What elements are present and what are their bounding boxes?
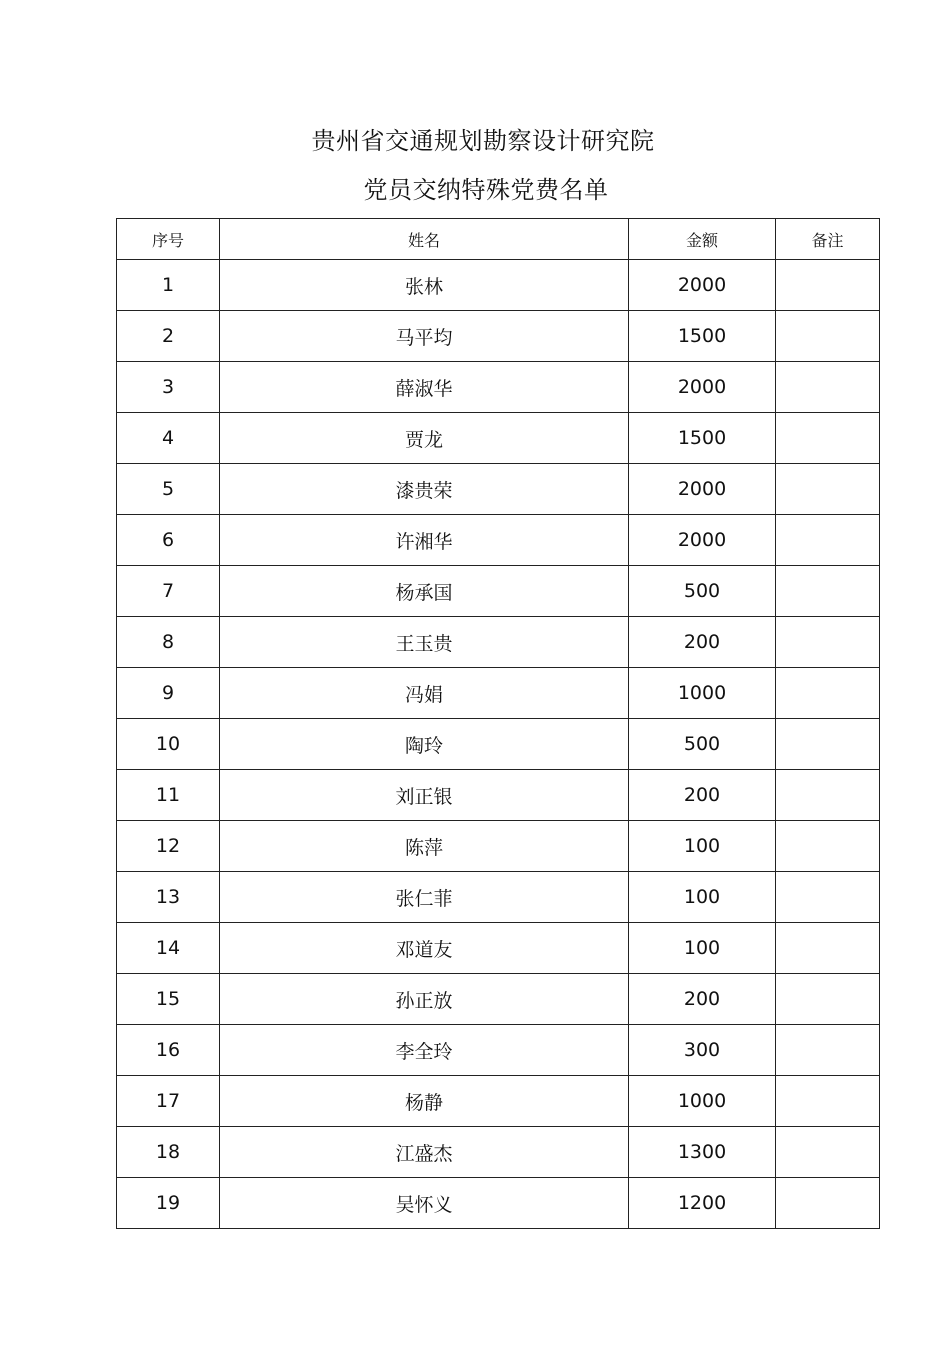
cell-no: 9	[117, 668, 220, 719]
table-row	[117, 617, 880, 668]
cell-no: 11	[117, 770, 220, 821]
header-no: 序号	[117, 219, 220, 260]
cell-no: 15	[117, 974, 220, 1025]
cell-note	[776, 464, 880, 515]
cell-amount: 1000	[629, 668, 776, 719]
table-row	[117, 464, 880, 515]
cell-no: 2	[117, 311, 220, 362]
header-note: 备注	[776, 219, 880, 260]
cell-note	[776, 362, 880, 413]
cell-note	[776, 821, 880, 872]
table-row	[117, 1025, 880, 1076]
table-row	[117, 923, 880, 974]
cell-note	[776, 1178, 880, 1229]
cell-note	[776, 974, 880, 1025]
cell-no: 8	[117, 617, 220, 668]
cell-name: 冯娟	[220, 668, 629, 719]
document-subtitle: 党员交纳特殊党费名单	[363, 176, 609, 204]
cell-note	[776, 617, 880, 668]
cell-name: 陶玲	[220, 719, 629, 770]
cell-amount: 200	[629, 770, 776, 821]
cell-name: 杨承国	[220, 566, 629, 617]
cell-name: 漆贵荣	[220, 464, 629, 515]
cell-note	[776, 719, 880, 770]
table-row	[117, 719, 880, 770]
cell-name: 江盛杰	[220, 1127, 629, 1178]
cell-no: 10	[117, 719, 220, 770]
cell-no: 13	[117, 872, 220, 923]
cell-amount: 2000	[629, 464, 776, 515]
cell-amount: 100	[629, 872, 776, 923]
cell-note	[776, 1025, 880, 1076]
table-row	[117, 1076, 880, 1127]
cell-name: 吴怀义	[220, 1178, 629, 1229]
cell-amount: 100	[629, 923, 776, 974]
cell-note	[776, 311, 880, 362]
cell-note	[776, 872, 880, 923]
cell-name: 贾龙	[220, 413, 629, 464]
table-row	[117, 974, 880, 1025]
cell-note	[776, 770, 880, 821]
cell-amount: 1000	[629, 1076, 776, 1127]
table-header-row	[117, 219, 880, 260]
cell-name: 李全玲	[220, 1025, 629, 1076]
cell-amount: 500	[629, 566, 776, 617]
table-row	[117, 821, 880, 872]
cell-name: 许湘华	[220, 515, 629, 566]
cell-amount: 1200	[629, 1178, 776, 1229]
cell-no: 12	[117, 821, 220, 872]
table-row	[117, 1178, 880, 1229]
table-row	[117, 260, 880, 311]
cell-name: 马平均	[220, 311, 629, 362]
cell-amount: 2000	[629, 260, 776, 311]
cell-no: 7	[117, 566, 220, 617]
table-row	[117, 311, 880, 362]
cell-amount: 200	[629, 617, 776, 668]
cell-name: 陈萍	[220, 821, 629, 872]
cell-no: 4	[117, 413, 220, 464]
cell-name: 孙正放	[220, 974, 629, 1025]
cell-amount: 100	[629, 821, 776, 872]
table-row	[117, 413, 880, 464]
party-fee-table	[116, 218, 880, 1229]
cell-no: 19	[117, 1178, 220, 1229]
document-title: 贵州省交通规划勘察设计研究院	[311, 127, 655, 155]
cell-no: 5	[117, 464, 220, 515]
cell-no: 16	[117, 1025, 220, 1076]
cell-amount: 200	[629, 974, 776, 1025]
table-row	[117, 770, 880, 821]
header-amount: 金额	[629, 219, 776, 260]
cell-no: 17	[117, 1076, 220, 1127]
cell-name: 张林	[220, 260, 629, 311]
cell-name: 邓道友	[220, 923, 629, 974]
table-row	[117, 362, 880, 413]
cell-note	[776, 260, 880, 311]
cell-note	[776, 1127, 880, 1178]
cell-note	[776, 515, 880, 566]
cell-note	[776, 1076, 880, 1127]
cell-note	[776, 413, 880, 464]
table-row	[117, 1127, 880, 1178]
cell-note	[776, 923, 880, 974]
cell-amount: 300	[629, 1025, 776, 1076]
cell-amount: 2000	[629, 515, 776, 566]
cell-note	[776, 668, 880, 719]
cell-amount: 1500	[629, 311, 776, 362]
cell-amount: 1300	[629, 1127, 776, 1178]
header-name: 姓名	[220, 219, 629, 260]
cell-note	[776, 566, 880, 617]
cell-amount: 2000	[629, 362, 776, 413]
table-row	[117, 566, 880, 617]
table-row	[117, 668, 880, 719]
cell-name: 薛淑华	[220, 362, 629, 413]
table-row	[117, 872, 880, 923]
cell-no: 1	[117, 260, 220, 311]
cell-no: 3	[117, 362, 220, 413]
cell-no: 18	[117, 1127, 220, 1178]
cell-name: 刘正银	[220, 770, 629, 821]
cell-amount: 1500	[629, 413, 776, 464]
cell-name: 杨静	[220, 1076, 629, 1127]
table-row	[117, 515, 880, 566]
cell-name: 王玉贵	[220, 617, 629, 668]
table-body	[117, 260, 880, 1229]
cell-no: 6	[117, 515, 220, 566]
cell-name: 张仁菲	[220, 872, 629, 923]
cell-no: 14	[117, 923, 220, 974]
cell-amount: 500	[629, 719, 776, 770]
